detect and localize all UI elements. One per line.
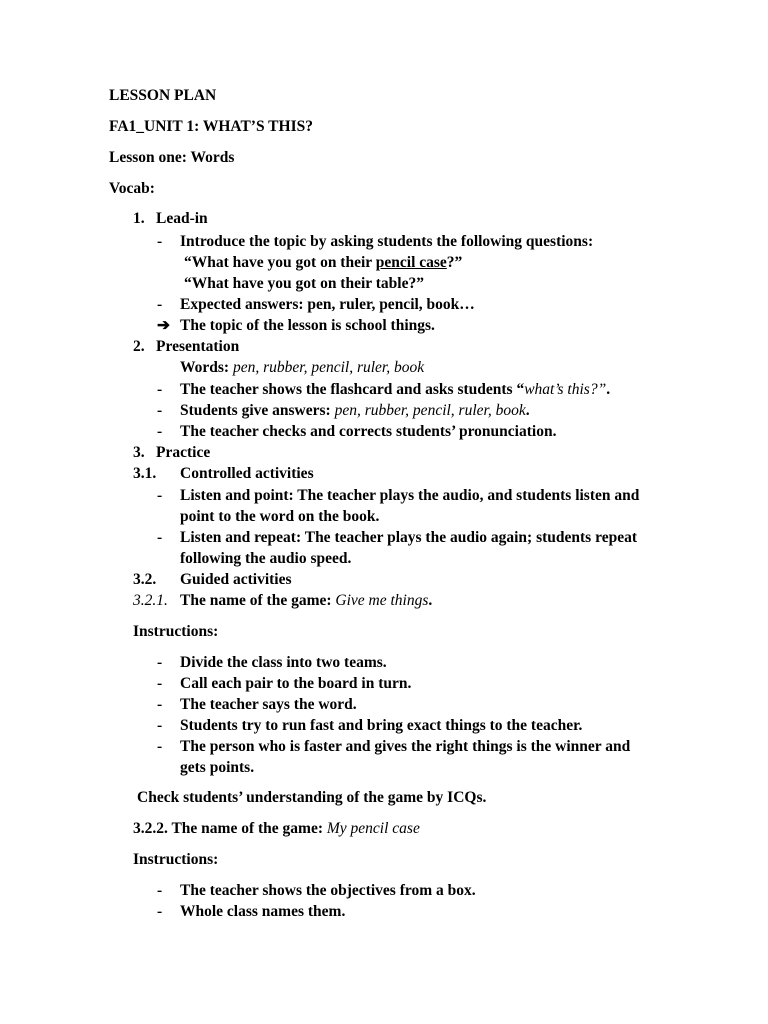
presentation-bullet-3: The teacher checks and corrects students’ pronunciation. [180,423,557,440]
presentation-bullet-2 [180,401,530,421]
question-text: “What have you got on their [184,254,376,271]
practice-number: 3. [133,444,145,461]
arrow-icon: ➔ [157,317,170,334]
section-32-heading: Guided activities [180,571,292,588]
practice-heading: Practice [156,444,211,461]
controlled-2-line-2: following the audio speed. [180,550,352,567]
leadin-conclusion: The topic of the lesson is school things. [180,317,435,334]
bullet: - [157,487,163,504]
instruction-4: Students try to run fast and bring exact things to the teacher. [180,717,583,734]
question-end: ?” [446,254,463,271]
bullet: - [157,696,163,713]
bullet-italic: what’s this?” [524,381,607,398]
game-end: . [428,592,433,609]
presentation-heading: Presentation [156,338,240,355]
controlled-2-line-1: Listen and repeat: The teacher plays the audio again; students repeat [180,529,637,546]
bullet-text: Students give answers: [180,402,335,419]
instruction-3: The teacher says the word. [180,696,357,713]
doc-title: LESSON PLAN [109,87,217,104]
bullet: - [157,296,163,313]
game-1-name [180,591,432,611]
game-label: 3.2.2. The name of the game: [133,820,327,837]
bullet: - [157,654,163,671]
bullet: - [157,675,163,692]
bullet: - [157,529,163,546]
presentation-number: 2. [133,338,145,355]
bullet-italic: pen, rubber, pencil, ruler, book [334,402,526,419]
controlled-1-line-1: Listen and point: The teacher plays the audio, and students listen and [180,487,640,504]
presentation-words [180,358,424,378]
game-title: Give me things [335,592,429,609]
bullet: - [157,381,163,398]
vocab-heading: Vocab: [109,180,155,197]
instruction-1: Divide the class into two teams. [180,654,387,671]
bullet-text: The teacher shows the flashcard and asks students “ [180,381,525,398]
section-31-number: 3.1. [133,465,157,482]
section-31-heading: Controlled activities [180,465,314,482]
game-title: My pencil case [326,820,420,837]
game-2-name [133,819,420,839]
presentation-bullet-1 [180,380,610,400]
bullet: - [157,402,163,419]
instruction-5-line-2: gets points. [180,759,255,776]
lesson-title: Lesson one: Words [109,149,235,166]
bullet: - [157,423,163,440]
controlled-1-line-2: point to the word on the book. [180,508,380,525]
keyword-pencil-case: pencil case [375,254,447,271]
leadin-bullet-2: Expected answers: pen, ruler, pencil, book… [180,296,475,313]
bullet-end: . [525,402,530,419]
bullet: - [157,717,163,734]
instruction-2-2: Whole class names them. [180,903,346,920]
icq-check: Check students’ understanding of the game by ICQs. [137,789,487,806]
bullet: - [157,903,163,920]
game-label: The name of the game: [180,592,336,609]
leadin-bullet-1: Introduce the topic by asking students the following questions: [180,233,594,250]
instructions-heading-1: Instructions: [133,623,219,640]
words-label: Words: [180,359,233,376]
leadin-question-2: “What have you got on their table?” [184,275,424,292]
instruction-2-1: The teacher shows the objectives from a box. [180,882,476,899]
words-list: pen, rubber, pencil, ruler, book [232,359,425,376]
instruction-5-line-1: The person who is faster and gives the right things is the winner and [180,738,631,755]
leadin-heading: Lead-in [156,210,208,227]
section-32-number: 3.2. [133,571,157,588]
leadin-number: 1. [133,210,145,227]
instruction-2: Call each pair to the board in turn. [180,675,412,692]
bullet: - [157,882,163,899]
bullet: - [157,233,163,250]
leadin-question-1 [184,253,462,273]
instructions-heading-2: Instructions: [133,851,219,868]
unit-title: FA1_UNIT 1: WHAT’S THIS? [109,118,313,135]
section-321-number: 3.2.1. [133,592,168,609]
bullet-end: . [606,381,611,398]
bullet: - [157,738,163,755]
